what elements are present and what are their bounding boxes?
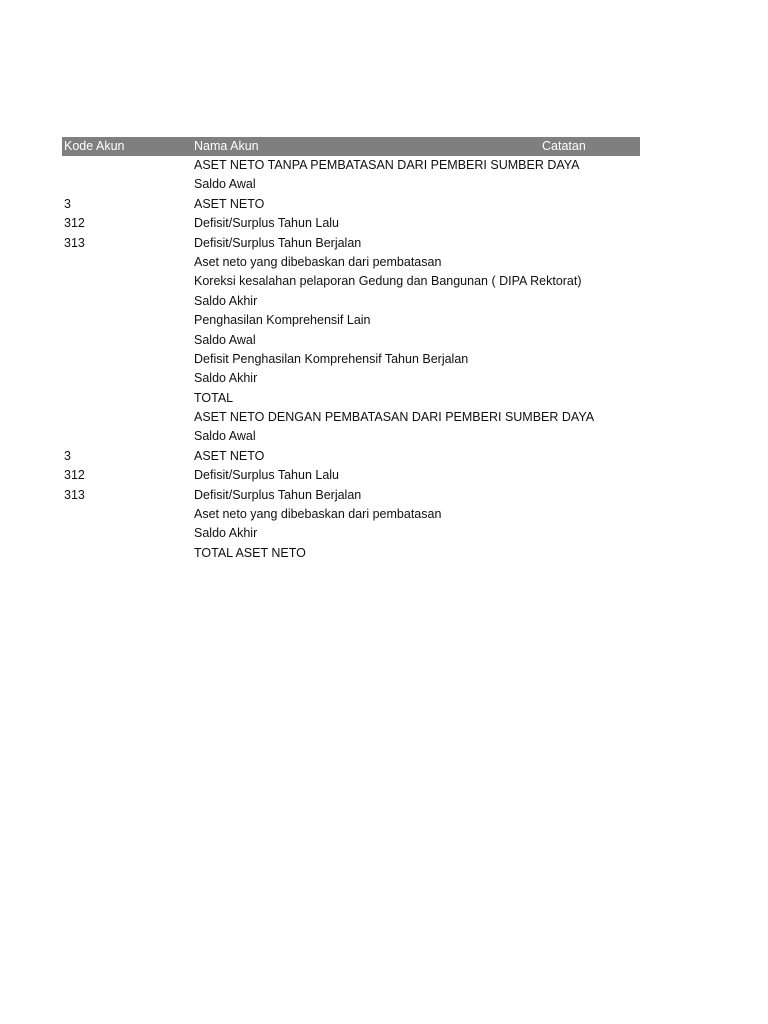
table-row <box>62 331 640 350</box>
account-name: Defisit/Surplus Tahun Berjalan <box>194 487 362 502</box>
account-name: ASET NETO <box>194 448 265 463</box>
table-row <box>62 195 640 214</box>
account-name: Saldo Akhir <box>194 526 258 541</box>
table-row <box>62 253 640 272</box>
header-kode-akun: Kode Akun <box>64 139 125 153</box>
table-row <box>62 427 640 446</box>
account-code: 313 <box>64 235 85 250</box>
table-row <box>62 292 640 311</box>
table-row <box>62 234 640 253</box>
account-name: Koreksi kesalahan pelaporan Gedung dan Bangunan ( DIPA Rektorat) <box>194 274 582 289</box>
account-name: Defisit/Surplus Tahun Lalu <box>194 468 339 483</box>
header-catatan: Catatan <box>542 139 586 153</box>
table-row <box>62 544 640 563</box>
table-header <box>62 137 640 156</box>
table-row <box>62 505 640 524</box>
account-code: 312 <box>64 216 85 231</box>
account-name: Saldo Awal <box>194 429 256 444</box>
table-row <box>62 175 640 194</box>
table-row <box>62 311 640 330</box>
table-row <box>62 486 640 505</box>
account-name: Saldo Awal <box>194 332 256 347</box>
account-name: Penghasilan Komprehensif Lain <box>194 313 371 328</box>
account-name: ASET NETO TANPA PEMBATASAN DARI PEMBERI SUMBER DAYA <box>194 158 580 172</box>
account-name: Saldo Akhir <box>194 371 258 386</box>
table-row <box>62 466 640 485</box>
account-name: Saldo Awal <box>194 177 256 192</box>
account-name: Aset neto yang dibebaskan dari pembatasan <box>194 507 442 522</box>
account-name: Defisit Penghasilan Komprehensif Tahun Berjalan <box>194 351 469 366</box>
table-row <box>62 350 640 369</box>
account-name: Saldo Akhir <box>194 293 258 308</box>
account-name: Aset neto yang dibebaskan dari pembatasan <box>194 254 442 269</box>
account-table <box>62 137 640 563</box>
header-nama-akun: Nama Akun <box>194 139 259 153</box>
table-row <box>62 389 640 408</box>
table-row <box>62 272 640 291</box>
table-row <box>62 369 640 388</box>
table-row <box>62 524 640 543</box>
account-code: 312 <box>64 468 85 483</box>
account-name: ASET NETO DENGAN PEMBATASAN DARI PEMBERI SUMBER DAYA <box>194 410 595 425</box>
table-row <box>62 447 640 466</box>
account-code: 313 <box>64 487 85 502</box>
table-row <box>62 214 640 233</box>
account-name: Defisit/Surplus Tahun Berjalan <box>194 235 362 250</box>
account-name: TOTAL <box>194 390 234 405</box>
account-name: TOTAL ASET NETO <box>194 545 306 560</box>
table-row <box>62 156 640 175</box>
table-row <box>62 408 640 427</box>
account-name: ASET NETO <box>194 196 265 211</box>
account-name: Defisit/Surplus Tahun Lalu <box>194 216 339 231</box>
account-code: 3 <box>64 448 71 463</box>
account-code: 3 <box>64 196 71 211</box>
